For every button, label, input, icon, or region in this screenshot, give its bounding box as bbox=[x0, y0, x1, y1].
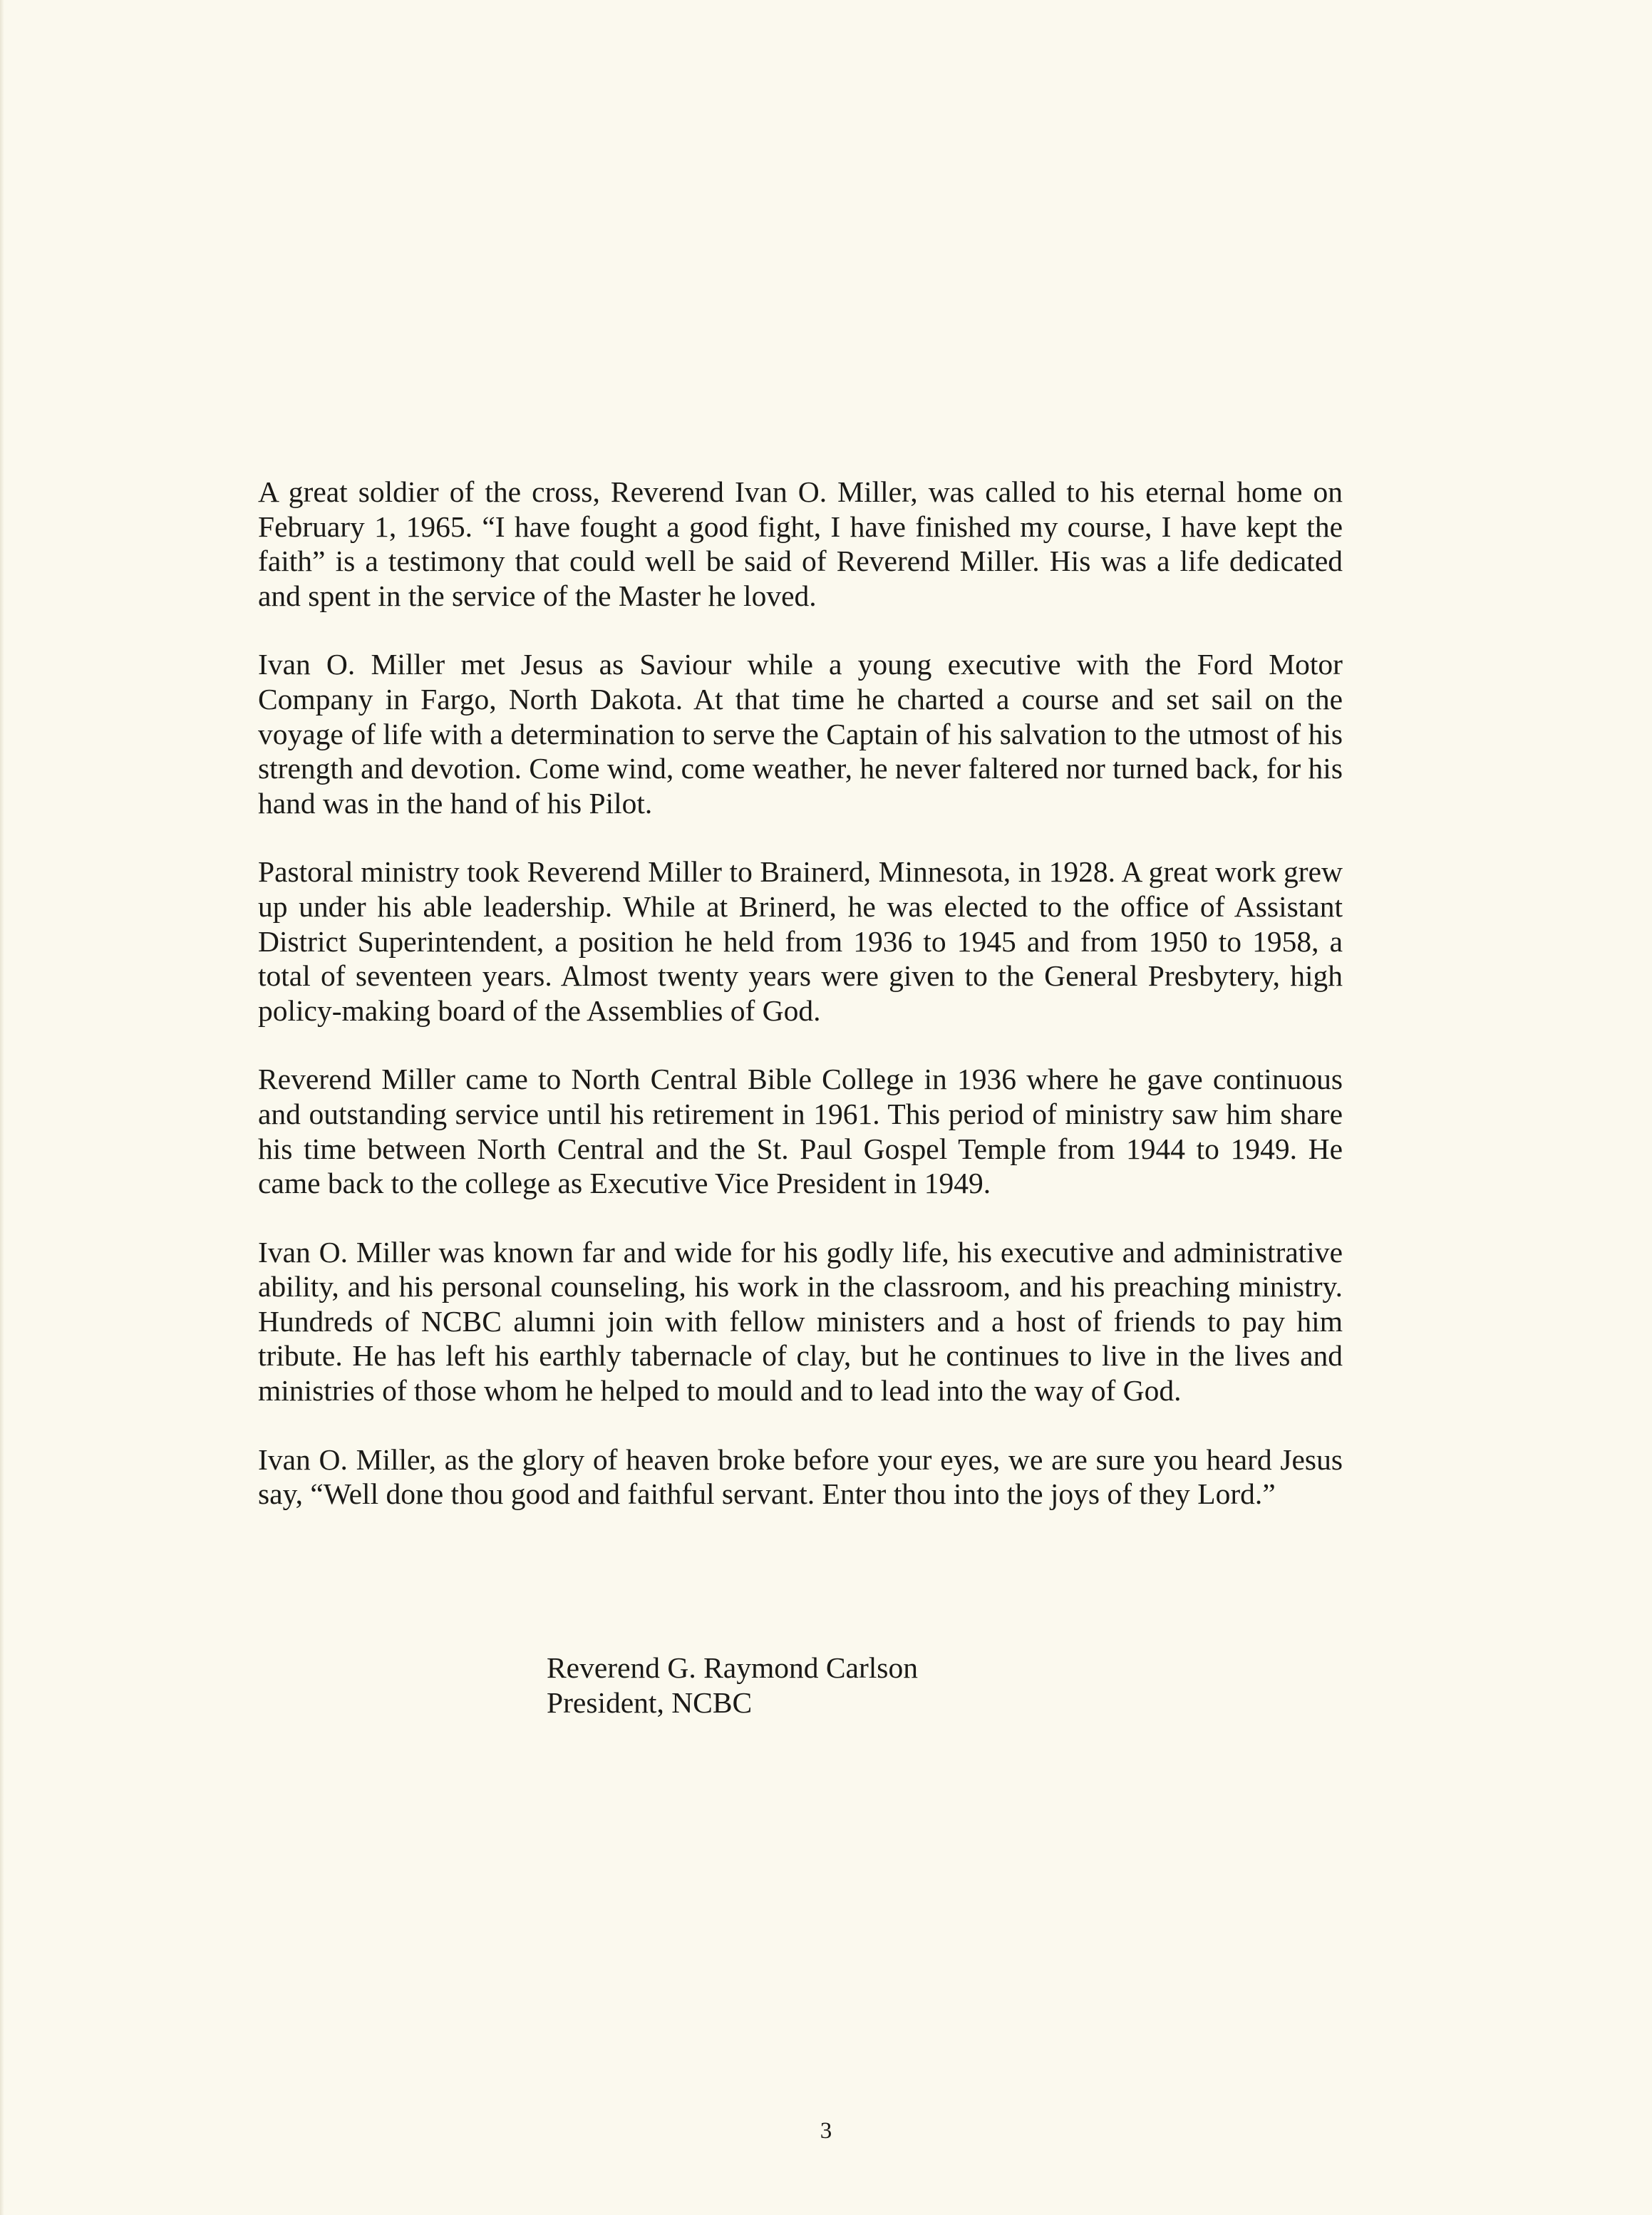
tribute-text bbox=[258, 475, 1343, 1546]
signatory-title: President, NCBC bbox=[547, 1686, 753, 1719]
page-edge-shadow bbox=[0, 0, 4, 2215]
paragraph: Ivan O. Miller met Jesus as Saviour while a young executive with the Ford Motor Company in Fargo, North Dakota. At that time he charted a course and set sail on the voyage of life with a determination to serve the Captain of his salvation to the utmost of his strength and devotion. Come wind, come weather, he never faltered nor turned back, for his hand was in the hand of his Pilot. bbox=[258, 648, 1343, 820]
paragraph: Ivan O. Miller was known far and wide for his godly life, his executive and administrative ability, and his personal counseling, his work in the classroom, and his preaching ministry. Hundreds of NCBC alumni join with fellow ministers and a host of friends to pay him tribute. He has left his earthly tabernacle of clay, but he continues to live in the lives and ministries of those whom he helped to mould and to lead into the way of God. bbox=[258, 1235, 1343, 1408]
page-number: 3 bbox=[820, 2118, 832, 2144]
signature-block bbox=[547, 1651, 918, 1720]
paragraph: Ivan O. Miller, as the glory of heaven broke before your eyes, we are sure you heard Jesus say, “Well done thou good and faithful servant. Enter thou into the joys of they Lord.” bbox=[258, 1442, 1343, 1511]
paragraph: A great soldier of the cross, Reverend Ivan O. Miller, was called to his eternal home on February 1, 1965. “I have fought a good fight, I have finished my course, I have kept the faith” is a testimony that could well be said of Reverend Miller. His was a life dedicated and spent in the service of the Master he loved. bbox=[258, 475, 1343, 612]
signatory-name: Reverend G. Raymond Carlson bbox=[547, 1651, 918, 1684]
paragraph: Pastoral ministry took Reverend Miller to Brainerd, Minnesota, in 1928. A great work grew up under his able leadership. While at Brinerd, he was elected to the office of Assistant District Superintendent, a position he held from 1936 to 1945 and from 1950 to 1958, a total of seventeen years. Almost twenty years were given to the General Presbytery, high policy-making board of the Assemblies of God. bbox=[258, 855, 1343, 1027]
paragraph: Reverend Miller came to North Central Bible College in 1936 where he gave continuous and outstanding service until his retirement in 1961. This period of ministry saw him share his time between North Central and the St. Paul Gospel Temple from 1944 to 1949. He came back to the college as Executive Vice President in 1949. bbox=[258, 1063, 1343, 1200]
